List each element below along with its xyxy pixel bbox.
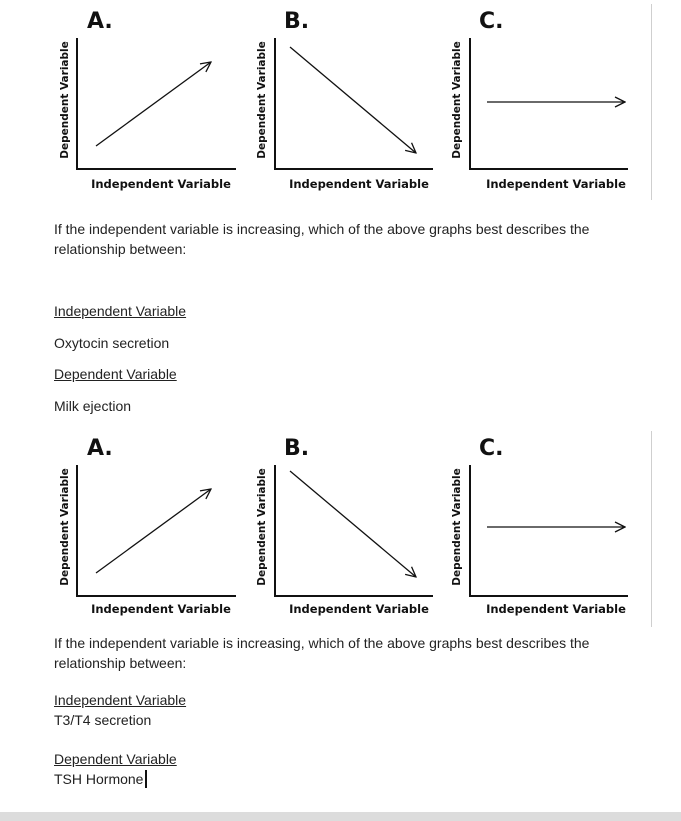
panel-a	[59, 9, 236, 191]
decreasing-trend-arrow	[290, 471, 416, 577]
question-2-prompt: If the independent variable is increasing, which of the above graphs best describes the relationship between:	[54, 635, 590, 671]
question-1-independent-value[interactable]: Oxytocin secretion	[54, 335, 170, 351]
axes	[470, 465, 628, 596]
panel-c	[451, 436, 628, 616]
x-axis-label: Independent Variable	[91, 602, 231, 616]
question-1-dependent-label: Dependent Variable	[54, 366, 177, 382]
question-2-independent-value[interactable]: T3/T4 secretion	[54, 712, 152, 728]
increasing-trend-arrow	[96, 489, 211, 573]
increasing-trend-arrow	[96, 62, 211, 146]
question-1-prompt: If the independent variable is increasing, which of the above graphs best describes the relationship between:	[54, 221, 590, 257]
panel-letter: B.	[284, 436, 310, 461]
panel-a	[59, 436, 236, 616]
panel-letter: C.	[479, 436, 504, 461]
axes	[275, 465, 433, 596]
axes	[77, 38, 236, 169]
graph-border	[651, 4, 652, 200]
question-1-independent-label: Independent Variable	[54, 303, 187, 319]
axes	[77, 465, 236, 596]
question-2-dependent-label: Dependent Variable	[54, 751, 177, 767]
question-2-dependent-value[interactable]: TSH Hormone	[54, 771, 144, 787]
question-2-dependent-value-line[interactable]	[54, 770, 147, 788]
panel-b	[256, 9, 433, 191]
graph-figure-1	[0, 0, 681, 202]
graph-figure-2	[0, 427, 681, 629]
y-axis-label: Dependent Variable	[451, 468, 463, 586]
y-axis-label: Dependent Variable	[256, 41, 268, 159]
axes	[275, 38, 433, 169]
y-axis-label: Dependent Variable	[256, 468, 268, 586]
y-axis-label: Dependent Variable	[451, 41, 463, 159]
x-axis-label: Independent Variable	[486, 177, 626, 191]
panel-b	[256, 436, 433, 616]
panel-c	[451, 9, 628, 191]
x-axis-label: Independent Variable	[289, 177, 429, 191]
y-axis-label: Dependent Variable	[59, 468, 71, 586]
decreasing-trend-arrow	[290, 47, 416, 153]
panel-letter: B.	[284, 9, 310, 34]
question-2-independent-label: Independent Variable	[54, 692, 187, 708]
bottom-scroll-bar[interactable]	[0, 812, 681, 821]
graph-figure-2-svg	[0, 427, 681, 629]
graph-figure-1-svg	[0, 0, 681, 202]
panel-letter: A.	[87, 436, 113, 461]
text-cursor	[145, 770, 147, 788]
x-axis-label: Independent Variable	[486, 602, 626, 616]
x-axis-label: Independent Variable	[289, 602, 429, 616]
axes	[470, 38, 628, 169]
x-axis-label: Independent Variable	[91, 177, 231, 191]
panel-letter: C.	[479, 9, 504, 34]
question-1-dependent-value[interactable]: Milk ejection	[54, 398, 132, 414]
y-axis-label: Dependent Variable	[59, 41, 71, 159]
graph-border	[651, 431, 652, 627]
panel-letter: A.	[87, 9, 113, 34]
